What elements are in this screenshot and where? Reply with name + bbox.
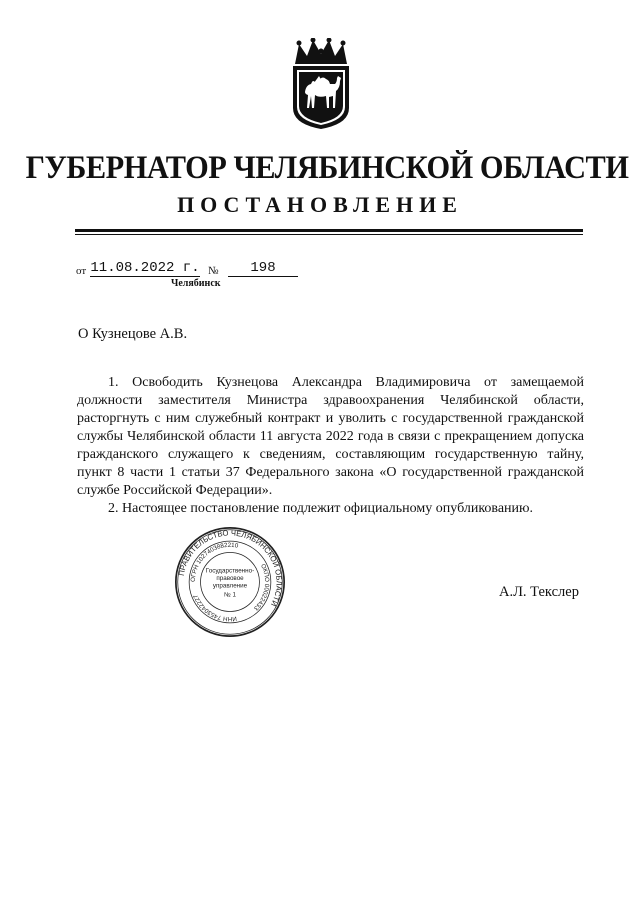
governor-title: ГУБЕРНАТОР ЧЕЛЯБИНСКОЙ ОБЛАСТИ	[25, 150, 629, 186]
date-from-label: от	[76, 265, 87, 277]
paragraph-1: 1. Освободить Кузнецова Александра Владимировича от замещаемой должности заместителя Министра здравоохранения Челябинской области, расторгнуть с ним служебный контракт и уволить с государственной гражданской службы Челябинской области 11 августа 2022 года в связи с прекращением допуска гражданского служащего к сведениям, составляющим государственную тайну, пункт 8 части 1 статьи 37 Федерального закона «О государственной гражданской службе Российской Федерации».	[77, 375, 584, 498]
document-subject: О Кузнецове А.В.	[78, 326, 188, 342]
header-rule-thin	[75, 234, 583, 235]
seal-center-line-3: управление	[212, 582, 248, 590]
document-number: 198	[228, 260, 298, 277]
seal-center-line-1: Государственно-	[205, 567, 255, 575]
seal-okpo: ОКПО 00022433	[252, 562, 271, 612]
city-name: Челябинск	[171, 278, 221, 289]
signatory-name: А.Л. Текслер	[499, 584, 579, 600]
seal-ring-text: ПРАВИТЕЛЬСТВО ЧЕЛЯБИНСКОЙ ОБЛАСТИ	[176, 528, 284, 608]
document-type-heading: ПОСТАНОВЛЕНИЕ	[177, 192, 463, 217]
header-rule-thick	[75, 229, 583, 232]
seal-ogrn: ОГРН 1027403882210	[189, 541, 239, 583]
seal-inn: ИНН 7453042227	[192, 593, 238, 623]
official-seal	[173, 525, 287, 639]
paragraph-2: 2. Настоящее постановление подлежит официальному опубликованию.	[108, 501, 533, 516]
document-body	[77, 374, 584, 518]
coat-of-arms-emblem	[289, 38, 353, 130]
document-date: 11.08.2022 г.	[90, 260, 200, 276]
seal-center-line-2: правовое	[216, 575, 244, 583]
seal-center-line-4: № 1	[224, 591, 236, 599]
number-sign-label: №	[208, 265, 219, 277]
